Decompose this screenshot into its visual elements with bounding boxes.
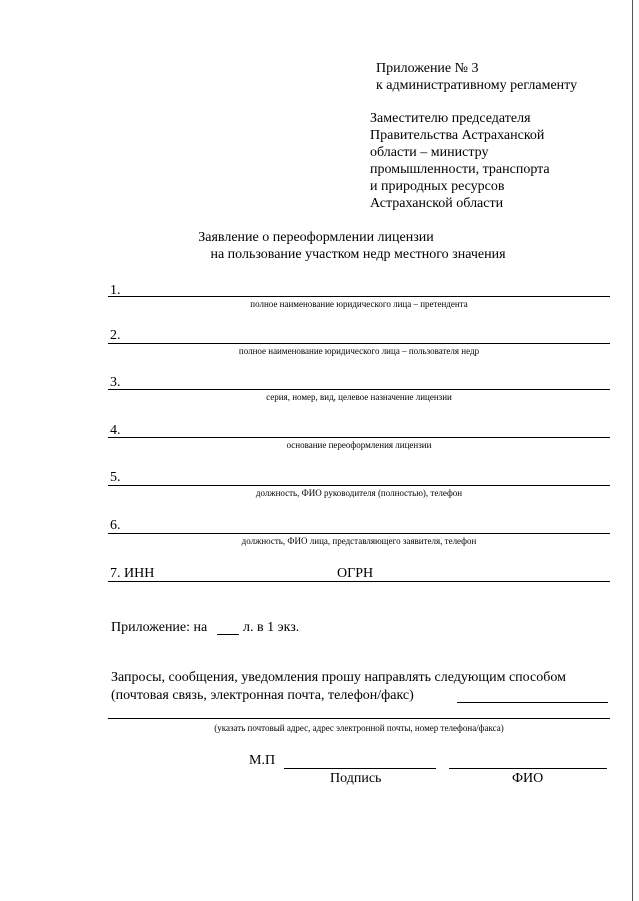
requests-caption: (указать почтовый адрес, адрес электронной почты, номер телефона/факса) <box>214 723 504 733</box>
field-5-caption: должность, ФИО руководителя (полностью), телефон <box>255 488 463 498</box>
field-6-caption: должность, ФИО лица, представляющего заявителя, телефон <box>241 536 477 546</box>
field-3-caption: серия, номер, вид, целевое назначение лицензии <box>266 392 452 402</box>
field-4-input-line[interactable] <box>108 437 610 438</box>
field-4-caption: основание переоформления лицензии <box>286 440 432 450</box>
appendix-regulation: к административному регламенту <box>376 78 578 93</box>
field-1-number: 1. <box>110 283 121 298</box>
field-4-number: 4. <box>110 423 121 438</box>
addressee-line: промышленности, транспорта <box>370 162 550 177</box>
signature-caption: Подпись <box>330 771 382 786</box>
field-6-input-line[interactable] <box>108 533 610 534</box>
requests-method-input[interactable] <box>457 702 608 703</box>
document-subtitle: на пользование участком недр местного значения <box>210 247 506 262</box>
field-6-number: 6. <box>110 518 121 533</box>
field-2-number: 2. <box>110 328 121 343</box>
page-edge <box>632 0 633 901</box>
field-5-input-line[interactable] <box>108 485 610 486</box>
addressee-line: Астраханской области <box>370 196 504 211</box>
addressee-line: Правительства Астраханской <box>370 128 545 143</box>
inn-label: 7. ИНН <box>110 566 155 581</box>
signature-input-line[interactable] <box>284 768 436 769</box>
requests-address-input[interactable] <box>108 718 610 719</box>
field-1-caption: полное наименование юридического лица – претендента <box>250 299 468 309</box>
addressee-line: Заместителю председателя <box>370 111 531 126</box>
attachment-prefix: Приложение: на <box>111 620 208 635</box>
name-caption: ФИО <box>512 771 544 786</box>
addressee-line: и природных ресурсов <box>370 179 505 194</box>
field-3-number: 3. <box>110 375 121 390</box>
field-5-number: 5. <box>110 470 121 485</box>
attachment-pages-input[interactable] <box>217 634 239 635</box>
appendix-number: Приложение № 3 <box>376 61 479 76</box>
name-input-line[interactable] <box>449 768 607 769</box>
requests-methods: (почтовая связь, электронная почта, телефон/факс) <box>111 688 414 703</box>
ogrn-label: ОГРН <box>337 566 374 581</box>
field-2-input-line[interactable] <box>108 343 610 344</box>
stamp-label: М.П <box>249 753 276 768</box>
field-1-input-line[interactable] <box>108 296 610 297</box>
field-2-caption: полное наименование юридического лица – пользователя недр <box>238 346 480 356</box>
addressee-line: области – министру <box>370 145 489 160</box>
document-title: Заявление о переоформлении лицензии <box>198 230 434 245</box>
attachment-suffix: л. в 1 экз. <box>243 620 300 635</box>
requests-text: Запросы, сообщения, уведомления прошу направлять следующим способом <box>111 670 566 685</box>
inn-ogrn-input-line[interactable] <box>108 581 610 582</box>
field-3-input-line[interactable] <box>108 389 610 390</box>
